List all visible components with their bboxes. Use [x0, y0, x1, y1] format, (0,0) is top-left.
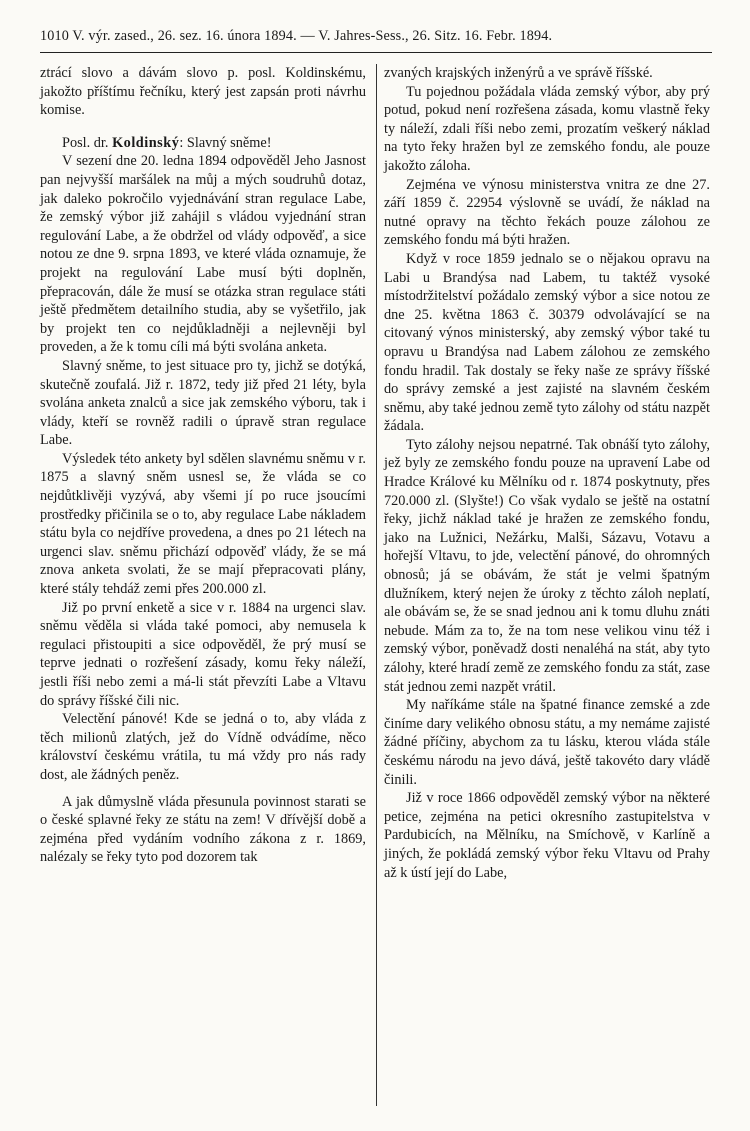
- paragraph: Tyto zálohy nejsou nepatrné. Tak obnáší tyto zálohy, jež byly ze zemského fondu pouze na upravení Labe od Hradce Králové ku Mělníku od r. 1874 poskytnuty, přes 720.000 zl. (Slyšte!) Co však vydalo se ještě na ostatní řeky, jichž náklad také je hražen ze zemského fondu, jako na Lužnici, Nežárku, Malši, Sázavu, Votavu a hořejší Vltavu, to jde, velectění pánové, do ohromných obnosů; já se obávám, že stát je velmi špatným dlužníkem, který nejen že úroky z těchto záloh neplatí, ale obávám se, že se snad jednou ani k tomu dluhu znáti nebude. Mám za to, že na tom nese velikou vinu též i zemský výbor, poněvadž dosti nenaléhá na stát, aby tyto zálohy, které hradí země ze zemského fondu za stát, zase stát jednou zemi nazpět vrátil.: [384, 436, 710, 695]
- page-header: 1010 V. výr. zased., 26. sez. 16. února 1894. — V. Jahres-Sess., 26. Sitz. 16. Febr. 1894.: [40, 28, 553, 44]
- speaker-address: : Slavný sněme!: [179, 134, 272, 151]
- paragraph: Velectění pánové! Kde se jedná o to, aby vláda z těch milionů zlatých, jež do Vídně odvádíme, něco království českému vrátila, tu má vždy pro nás rady dost, ale žádných peněz.: [40, 711, 366, 783]
- paragraph: A jak důmyslně vláda přesunula povinnost starati se o české splavné řeky ze státu na zem! V dřívější době a zejména před vydáním vodního zákona z r. 1869, nalézaly se řeky tyto pod dozorem tak: [40, 793, 366, 866]
- paragraph: Již v roce 1866 odpověděl zemský výbor na některé petice, zejména na petici okresního zastupitelstva v Pardubicích, na Mělníku, na Smíchově, v Karlíně a jiných, že pokládá zemský výbor řeku Vltavu od Prahy až k ústí její do Labe,: [384, 790, 710, 881]
- paragraph: Tu pojednou požádala vláda zemský výbor, aby prý potud, pokud není rozřešena zásada, komu vlastně řeky ty náleží, zdali říši nebo zemi, prozatím veškerý náklad na tyto řeky hražen byl ze zemského fondu, ale pouze jakožto záloha.: [384, 83, 710, 174]
- speaker-name: Koldinský: [112, 134, 180, 151]
- paragraph: zvaných krajských inženýrů a ve správě říšské.: [384, 65, 653, 81]
- paragraph: Když v roce 1859 jednalo se o nějakou opravu na Labi u Brandýsa nad Labem, tu taktéž vysoké místodržitelství požádalo zemský výbor a sice notou ze dne 25. května 1863 č. 30379 odvolávající se na citovaný výnos ministerský, aby zemský výbor také tu opravu u Brandýsa nad Labem zálohou ze zemského fondu hradil. Tak dostaly se řeky naše ze správy říšské do správy zemské a jest zajisté na slavném českém sněmu, aby také jednou země tyto zálohy od státu nazpět žádala.: [384, 250, 710, 435]
- paragraph: Slavný sněme, to jest situace pro ty, jichž se dotýká, skutečně zoufalá. Již r. 1872, tedy již před 21 léty, byla svolána anketa znalců a sice jak zemského výboru, tak i vlády, kteří se rovněž radili o úpravě stran regulace Labe.: [40, 357, 366, 449]
- speaker-paragraph: [40, 134, 366, 153]
- paragraph: Výsledek této ankety byl sdělen slavnému sněmu v r. 1875 a slavný sněm usnesl se, že vláda se co nejdůtklivěji vyzývá, aby všemi jí po ruce jsoucími prostředky přičinila se o to, aby regulace Labe nákladem státu byla co nejdříve provedena, a dnes po 21 létech na urgenci slav. sněmu přichází odpověď vlády, že se má znova anketa svolati, že se mají přepracovati plány, které stály tehdáž zemi přes 200.000 zl.: [40, 450, 366, 598]
- paragraph: V sezení dne 20. ledna 1894 odpověděl Jeho Jasnost pan nejvyšší maršálek na můj a mých soudruhů dotaz, jak daleko pokročilo vyjednávání stran regulace Labe, že zemský výbor již zahájil s vládou vyjednání stran regulování Labe, a že obdržel od vlády odpověď, a sice notou ze dne 9. srpna 1893, ve které vláda oznamuje, že projekt na regulování Labe musí býti doplněn, přepracován, dále že musí se otázka stran regulace státi ještě předmětem detailního studia, aby se vyšetřilo, jak by projekt ten co nejdůkladněji a nejlevněji byl proveden, a že k tomu cíli má býti svolána anketa.: [40, 153, 366, 356]
- paragraph: Již po první enketě a sice v r. 1884 na urgenci slav. sněmu věděla si vláda také pomoci, aby nemusela k regulaci přistoupiti a sice odpověděl, že prý musí se teprve jednati o rozřešení zásady, komu řeky náleží, jestli říši nebo zemi a má-li stát převzíti Labe a Vltavu do správy říšské čili nic.: [40, 599, 366, 709]
- column-divider: [376, 64, 377, 1106]
- speaker-prefix: Posl. dr.: [62, 134, 109, 151]
- left-column: [40, 64, 366, 867]
- paragraph: ztrácí slovo a dávám slovo p. posl. Koldinskému, jakožto příštímu řečníku, který jest zapsán proti návrhu komise.: [40, 65, 366, 119]
- paragraph: Zejména ve výnosu ministerstva vnitra ze dne 27. září 1859 č. 22954 výslovně se uvádí, že náklad na nutné opravy na těchto řekách pouze zálohou ze zemského fondu má býti hražen.: [384, 176, 710, 249]
- right-column: [384, 64, 710, 882]
- header-rule: [40, 52, 712, 53]
- paragraph: My naříkáme stále na špatné finance zemské a zde činíme dary velikého obnosu státu, a my nemáme zajisté žádné příčiny, abychom za tu lásku, kterou vláda stále českému národu na jevo dává, ještě takovéto dary vládě činili.: [384, 697, 710, 788]
